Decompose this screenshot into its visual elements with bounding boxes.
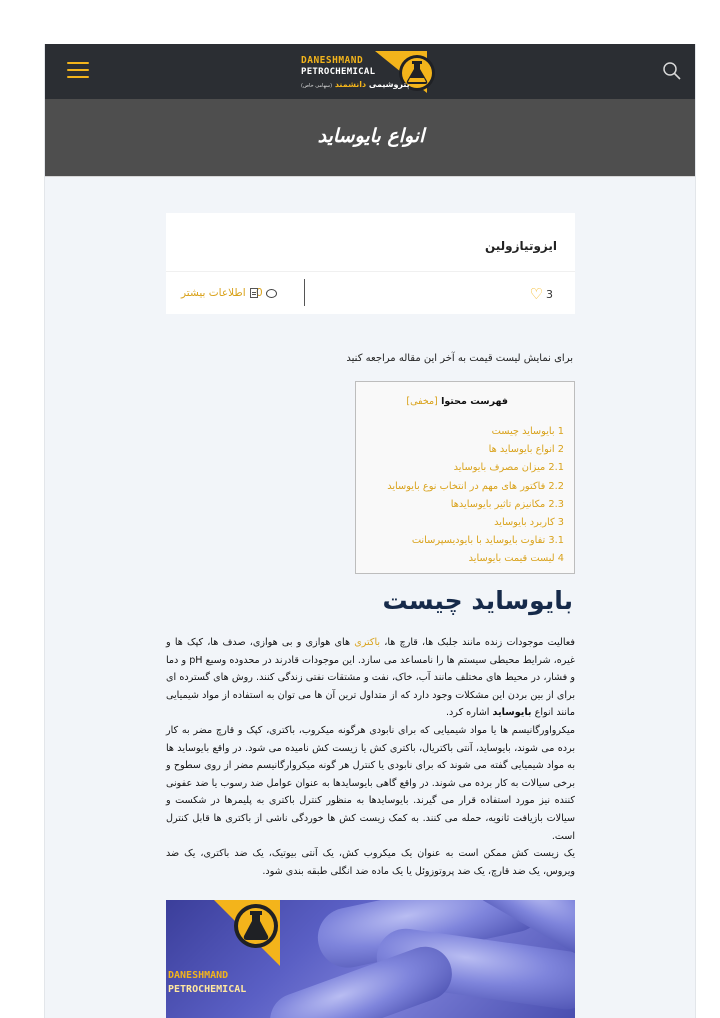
price-list-note: برای نمایش لیست قیمت به آخر این مقاله مراجعه کنید — [346, 353, 573, 364]
meta-divider — [304, 279, 305, 306]
comment-count: 0 — [256, 287, 263, 299]
like-count: 3 — [546, 288, 553, 301]
biocide-bold: بایوساید — [492, 707, 532, 719]
heart-icon: ♡ — [529, 285, 543, 303]
document-icon — [250, 288, 258, 298]
article-paragraph-3: یک زیست کش ممکن است به عنوان یک میکروب کش، یک آنتی بیوتیک، یک ضد باکتری، یک ضد ویروس، یک ضد قارچ، یک ضد پروتوزوئل یا یک ماده ضد انگلی طبقه بندی شود. — [166, 848, 575, 877]
logo-fa-part2: دانشمند — [334, 80, 367, 89]
comment-icon — [266, 289, 277, 298]
image-logo-text-line1: DANESHMAND — [168, 970, 229, 981]
card-divider — [166, 271, 575, 272]
article-heading: بایوساید چیست — [382, 586, 573, 615]
hamburger-menu-icon[interactable] — [67, 62, 89, 80]
toc-item[interactable]: 2.3 مکانیزم تاثیر بایوسایدها — [450, 498, 564, 510]
page-frame — [44, 44, 696, 1018]
menu-bar — [67, 69, 89, 71]
logo-fa-small: (سهامی خاص) — [301, 83, 333, 89]
logo-fa-part1: پتروشیمی — [368, 80, 410, 89]
related-post-card — [166, 213, 575, 314]
article-body — [166, 634, 575, 880]
site-logo[interactable] — [299, 49, 443, 95]
toc-item[interactable]: 3 کاربرد بایوساید — [494, 517, 564, 529]
logo-text-en-line2: PETROCHEMICAL — [301, 67, 376, 77]
toc-title: فهرست محتوا — [441, 396, 508, 407]
toc-item[interactable]: 2 انواع بایوساید ها — [488, 444, 564, 456]
toc-heading — [406, 396, 508, 407]
toc-item[interactable]: 3.1 تفاوت بایوساید با بایودیسپرسانت — [411, 535, 564, 547]
menu-bar — [67, 76, 89, 78]
flask-logo-icon — [210, 900, 280, 966]
article-paragraph-1 — [166, 634, 575, 722]
toc-toggle-link[interactable]: [مخفی] — [406, 396, 438, 407]
toc-list — [387, 423, 564, 569]
more-info-link[interactable] — [181, 287, 258, 299]
p1-text-c: اشاره کرد. — [445, 707, 493, 719]
bacteria-link[interactable]: باکتری — [354, 637, 381, 648]
more-info-label: اطلاعات بیشتر — [181, 287, 246, 299]
table-of-contents — [355, 381, 575, 574]
page-title: انواع بایوساید — [317, 125, 425, 147]
related-post-title[interactable]: ایزوتیازولین — [484, 239, 557, 253]
like-button[interactable] — [530, 287, 553, 302]
toc-item[interactable]: 2.1 میزان مصرف بایوساید — [453, 462, 564, 474]
article-paragraph-2: میکرواورگانیسم ها یا مواد شیمیایی که برای نابودی هرگونه میکروب، باکتری، کپک و قارچ مضر به کار برده می شوند، بایوساید، آنتی باکتریال، باکتری کش یا زیست کش نامیده می شود. در واقع بایوساید ها به مواد شیمیایی گفته می شوند که برای نابودی یا کنترل هر گونه میکروارگانیسم مضر از روی سطوح و برخی سیالات به کار برده می شوند. در واقع گاهی بایوسایدها به عنوان عوامل ضد رسوب یا ضد عفونی کننده نیز مورد استفاده قرار می گیرند. بایوسایدها به منظور کنترل باکتری به پلیمرها در شکست و سیالات بازیافت ثانویه، حمله می کنند. به کمک زیست کش ها خوردگی ناشی از باکتری ها قابل کنترل است. — [166, 724, 575, 842]
p1-text-a: فعالیت موجودات زنده مانند جلبک ها، قارچ ها، — [380, 637, 575, 648]
toc-item[interactable]: 2.2 فاکتور های مهم در انتخاب نوع بایوساید — [387, 480, 564, 492]
comments-link[interactable] — [256, 287, 277, 299]
toc-item[interactable]: 1 بایوساید چیست — [491, 426, 564, 437]
search-icon[interactable] — [661, 60, 683, 82]
toc-item[interactable]: 4 لیست قیمت بایوساید — [468, 553, 564, 565]
logo-text-en-line1: DANESHMAND — [301, 55, 364, 66]
site-header — [45, 44, 696, 99]
menu-bar — [67, 62, 89, 64]
image-logo-text-line2: PETROCHEMICAL — [168, 984, 247, 995]
p1-text-b: های هوازی و بی هوازی، صدف ها، کپک ها و غیره، شرایط محیطی سیستم ها را نامساعد می سازد. این موجودات قادرند در محدوده وسیع pH و دما و فشار، در محیط های مختلف مانند آب، خاک، نفت و مشتقات نفتی زندگی کنند. روش های گسترده ای برای از بین بردن این مشکلات وجود دارد که از متداول ترین آن ها می توان به استفاده از مواد شیمیایی مانند انواع — [166, 637, 575, 719]
article-hero-image — [166, 900, 575, 1018]
logo-text-fa — [301, 80, 410, 89]
page-title-banner — [45, 99, 696, 177]
